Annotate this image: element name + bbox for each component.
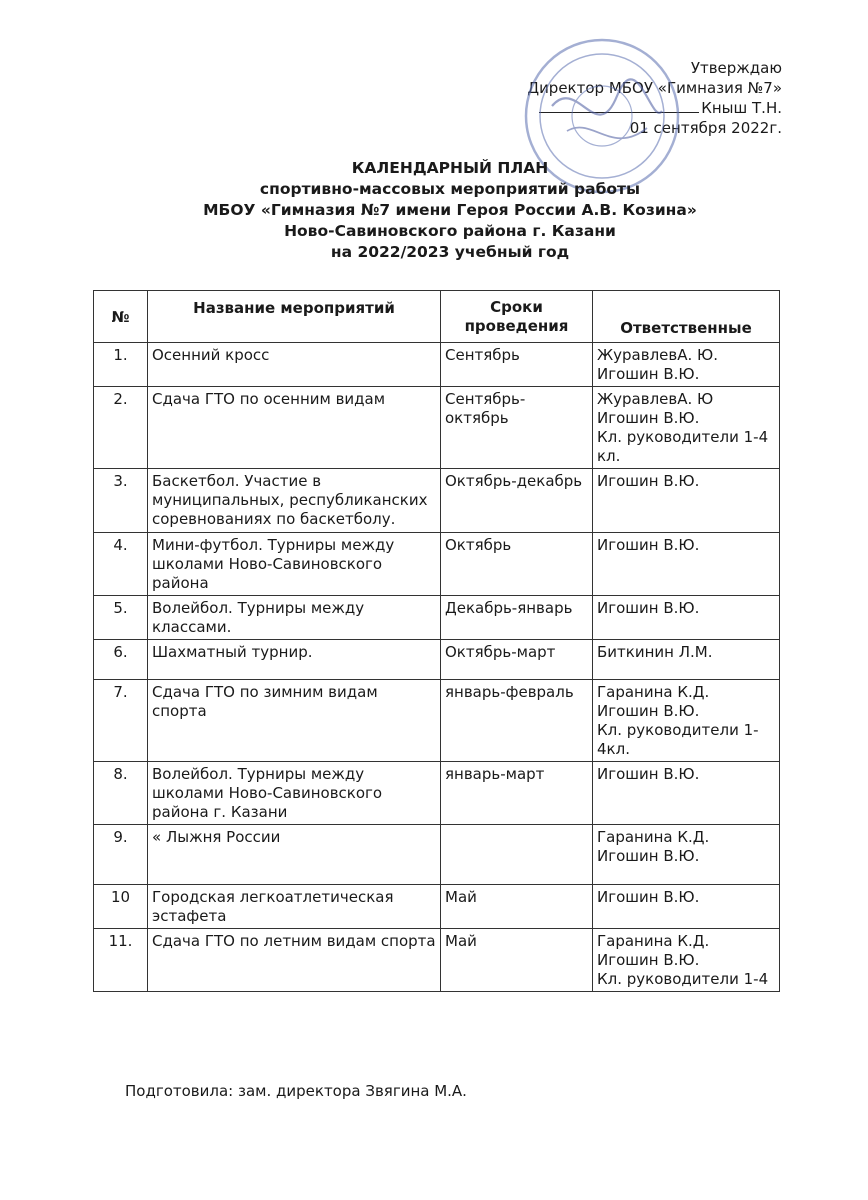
table-row: [94, 640, 780, 680]
table-row: [94, 387, 780, 469]
cell-responsible: [593, 762, 780, 825]
responsible-person: Гаранина К.Д.: [597, 683, 710, 701]
responsible-person: Игошин В.Ю.: [597, 409, 700, 427]
responsible-person: Игошин В.Ю.: [597, 365, 700, 383]
cell-num: 8.: [94, 762, 148, 825]
responsible-person: Гаранина К.Д.: [597, 932, 710, 950]
cell-num: 11.: [94, 929, 148, 992]
cell-num: 6.: [94, 640, 148, 680]
responsible-person: Игошин В.Ю.: [597, 472, 700, 490]
document-title: [100, 158, 800, 263]
header-title: Название мероприятий: [148, 291, 441, 343]
responsible-person: ЖуравлевА. Ю.: [597, 346, 719, 364]
title-line: Ново-Савиновского района г. Казани: [284, 222, 616, 240]
header-dates: [441, 291, 593, 343]
approval-block: [482, 58, 782, 138]
responsible-person: Игошин В.Ю.: [597, 951, 700, 969]
cell-title: Шахматный турнир.: [148, 640, 441, 680]
cell-responsible: [593, 533, 780, 596]
table-row: [94, 680, 780, 762]
table-row: [94, 929, 780, 992]
cell-dates: Май: [441, 929, 593, 992]
approval-name: Кныш Т.Н.: [701, 99, 782, 117]
title-line: КАЛЕНДАРНЫЙ ПЛАН: [351, 159, 549, 177]
responsible-person: Кл. руководители 1-: [597, 721, 759, 739]
cell-responsible: [593, 825, 780, 885]
cell-title: Сдача ГТО по летним видам спорта: [148, 929, 441, 992]
cell-dates: Октябрь: [441, 533, 593, 596]
cell-responsible: [593, 469, 780, 533]
cell-responsible: [593, 929, 780, 992]
cell-dates: Сентябрь- октябрь: [441, 387, 593, 469]
cell-dates: Сентябрь: [441, 343, 593, 387]
cell-title: Осенний кросс: [148, 343, 441, 387]
cell-title: Городская легкоатлетическая эстафета: [148, 885, 441, 929]
cell-responsible: [593, 343, 780, 387]
responsible-person: Игошин В.Ю.: [597, 599, 700, 617]
events-table: [93, 290, 780, 992]
cell-title: Сдача ГТО по зимним видам спорта: [148, 680, 441, 762]
table-row: [94, 762, 780, 825]
responsible-person: кл.: [597, 447, 621, 465]
cell-title: « Лыжня России: [148, 825, 441, 885]
cell-title: Волейбол. Турниры между классами.: [148, 596, 441, 640]
cell-responsible: [593, 680, 780, 762]
table-header-row: [94, 291, 780, 343]
cell-num: 10: [94, 885, 148, 929]
cell-title: Волейбол. Турниры между школами Ново-Савиновского района г. Казани: [148, 762, 441, 825]
table-row: [94, 533, 780, 596]
cell-dates: Октябрь-март: [441, 640, 593, 680]
responsible-person: Игошин В.Ю.: [597, 847, 700, 865]
cell-dates: [441, 825, 593, 885]
table-row: [94, 596, 780, 640]
cell-num: 2.: [94, 387, 148, 469]
signature-line: [539, 98, 699, 113]
cell-num: 7.: [94, 680, 148, 762]
cell-num: 9.: [94, 825, 148, 885]
responsible-person: 4кл.: [597, 740, 630, 758]
header-dates-line: проведения: [464, 317, 569, 335]
header-responsible: Ответственные: [593, 291, 780, 343]
responsible-person: Игошин В.Ю.: [597, 702, 700, 720]
cell-dates: Октябрь-декабрь: [441, 469, 593, 533]
cell-num: 3.: [94, 469, 148, 533]
responsible-person: Биткинин Л.М.: [597, 643, 713, 661]
cell-dates: январь-март: [441, 762, 593, 825]
responsible-person: Гаранина К.Д.: [597, 828, 710, 846]
approval-name-row: [482, 98, 782, 118]
cell-num: 1.: [94, 343, 148, 387]
table-row: [94, 825, 780, 885]
title-line: на 2022/2023 учебный год: [330, 243, 570, 261]
cell-title: Мини-футбол. Турниры между школами Ново-Савиновского района: [148, 533, 441, 596]
cell-title: Сдача ГТО по осенним видам: [148, 387, 441, 469]
cell-responsible: [593, 885, 780, 929]
approval-position: Директор МБОУ «Гимназия №7»: [527, 79, 782, 97]
responsible-person: Кл. руководители 1-4: [597, 970, 769, 988]
title-line: спортивно-массовых мероприятий работы: [259, 180, 641, 198]
cell-title: Баскетбол. Участие в муниципальных, республиканских соревнованиях по баскетболу.: [148, 469, 441, 533]
approval-word: Утверждаю: [690, 59, 782, 77]
cell-dates: январь-февраль: [441, 680, 593, 762]
table-row: [94, 885, 780, 929]
cell-responsible: [593, 640, 780, 680]
responsible-person: Игошин В.Ю.: [597, 888, 700, 906]
cell-responsible: [593, 387, 780, 469]
table-row: [94, 469, 780, 533]
cell-dates: Май: [441, 885, 593, 929]
header-dates-line: Сроки: [490, 298, 543, 316]
responsible-person: ЖуравлевА. Ю: [597, 390, 714, 408]
cell-dates: Декабрь-январь: [441, 596, 593, 640]
responsible-person: Кл. руководители 1-4: [597, 428, 769, 446]
prepared-by: Подготовила: зам. директора Звягина М.А.: [125, 1082, 467, 1100]
responsible-person: Игошин В.Ю.: [597, 765, 700, 783]
header-num: №: [94, 291, 148, 343]
cell-num: 4.: [94, 533, 148, 596]
table-row: [94, 343, 780, 387]
title-line: МБОУ «Гимназия №7 имени Героя России А.В. Козина»: [203, 201, 697, 219]
cell-num: 5.: [94, 596, 148, 640]
cell-responsible: [593, 596, 780, 640]
responsible-person: Игошин В.Ю.: [597, 536, 700, 554]
approval-date: 01 сентября 2022г.: [629, 119, 782, 137]
